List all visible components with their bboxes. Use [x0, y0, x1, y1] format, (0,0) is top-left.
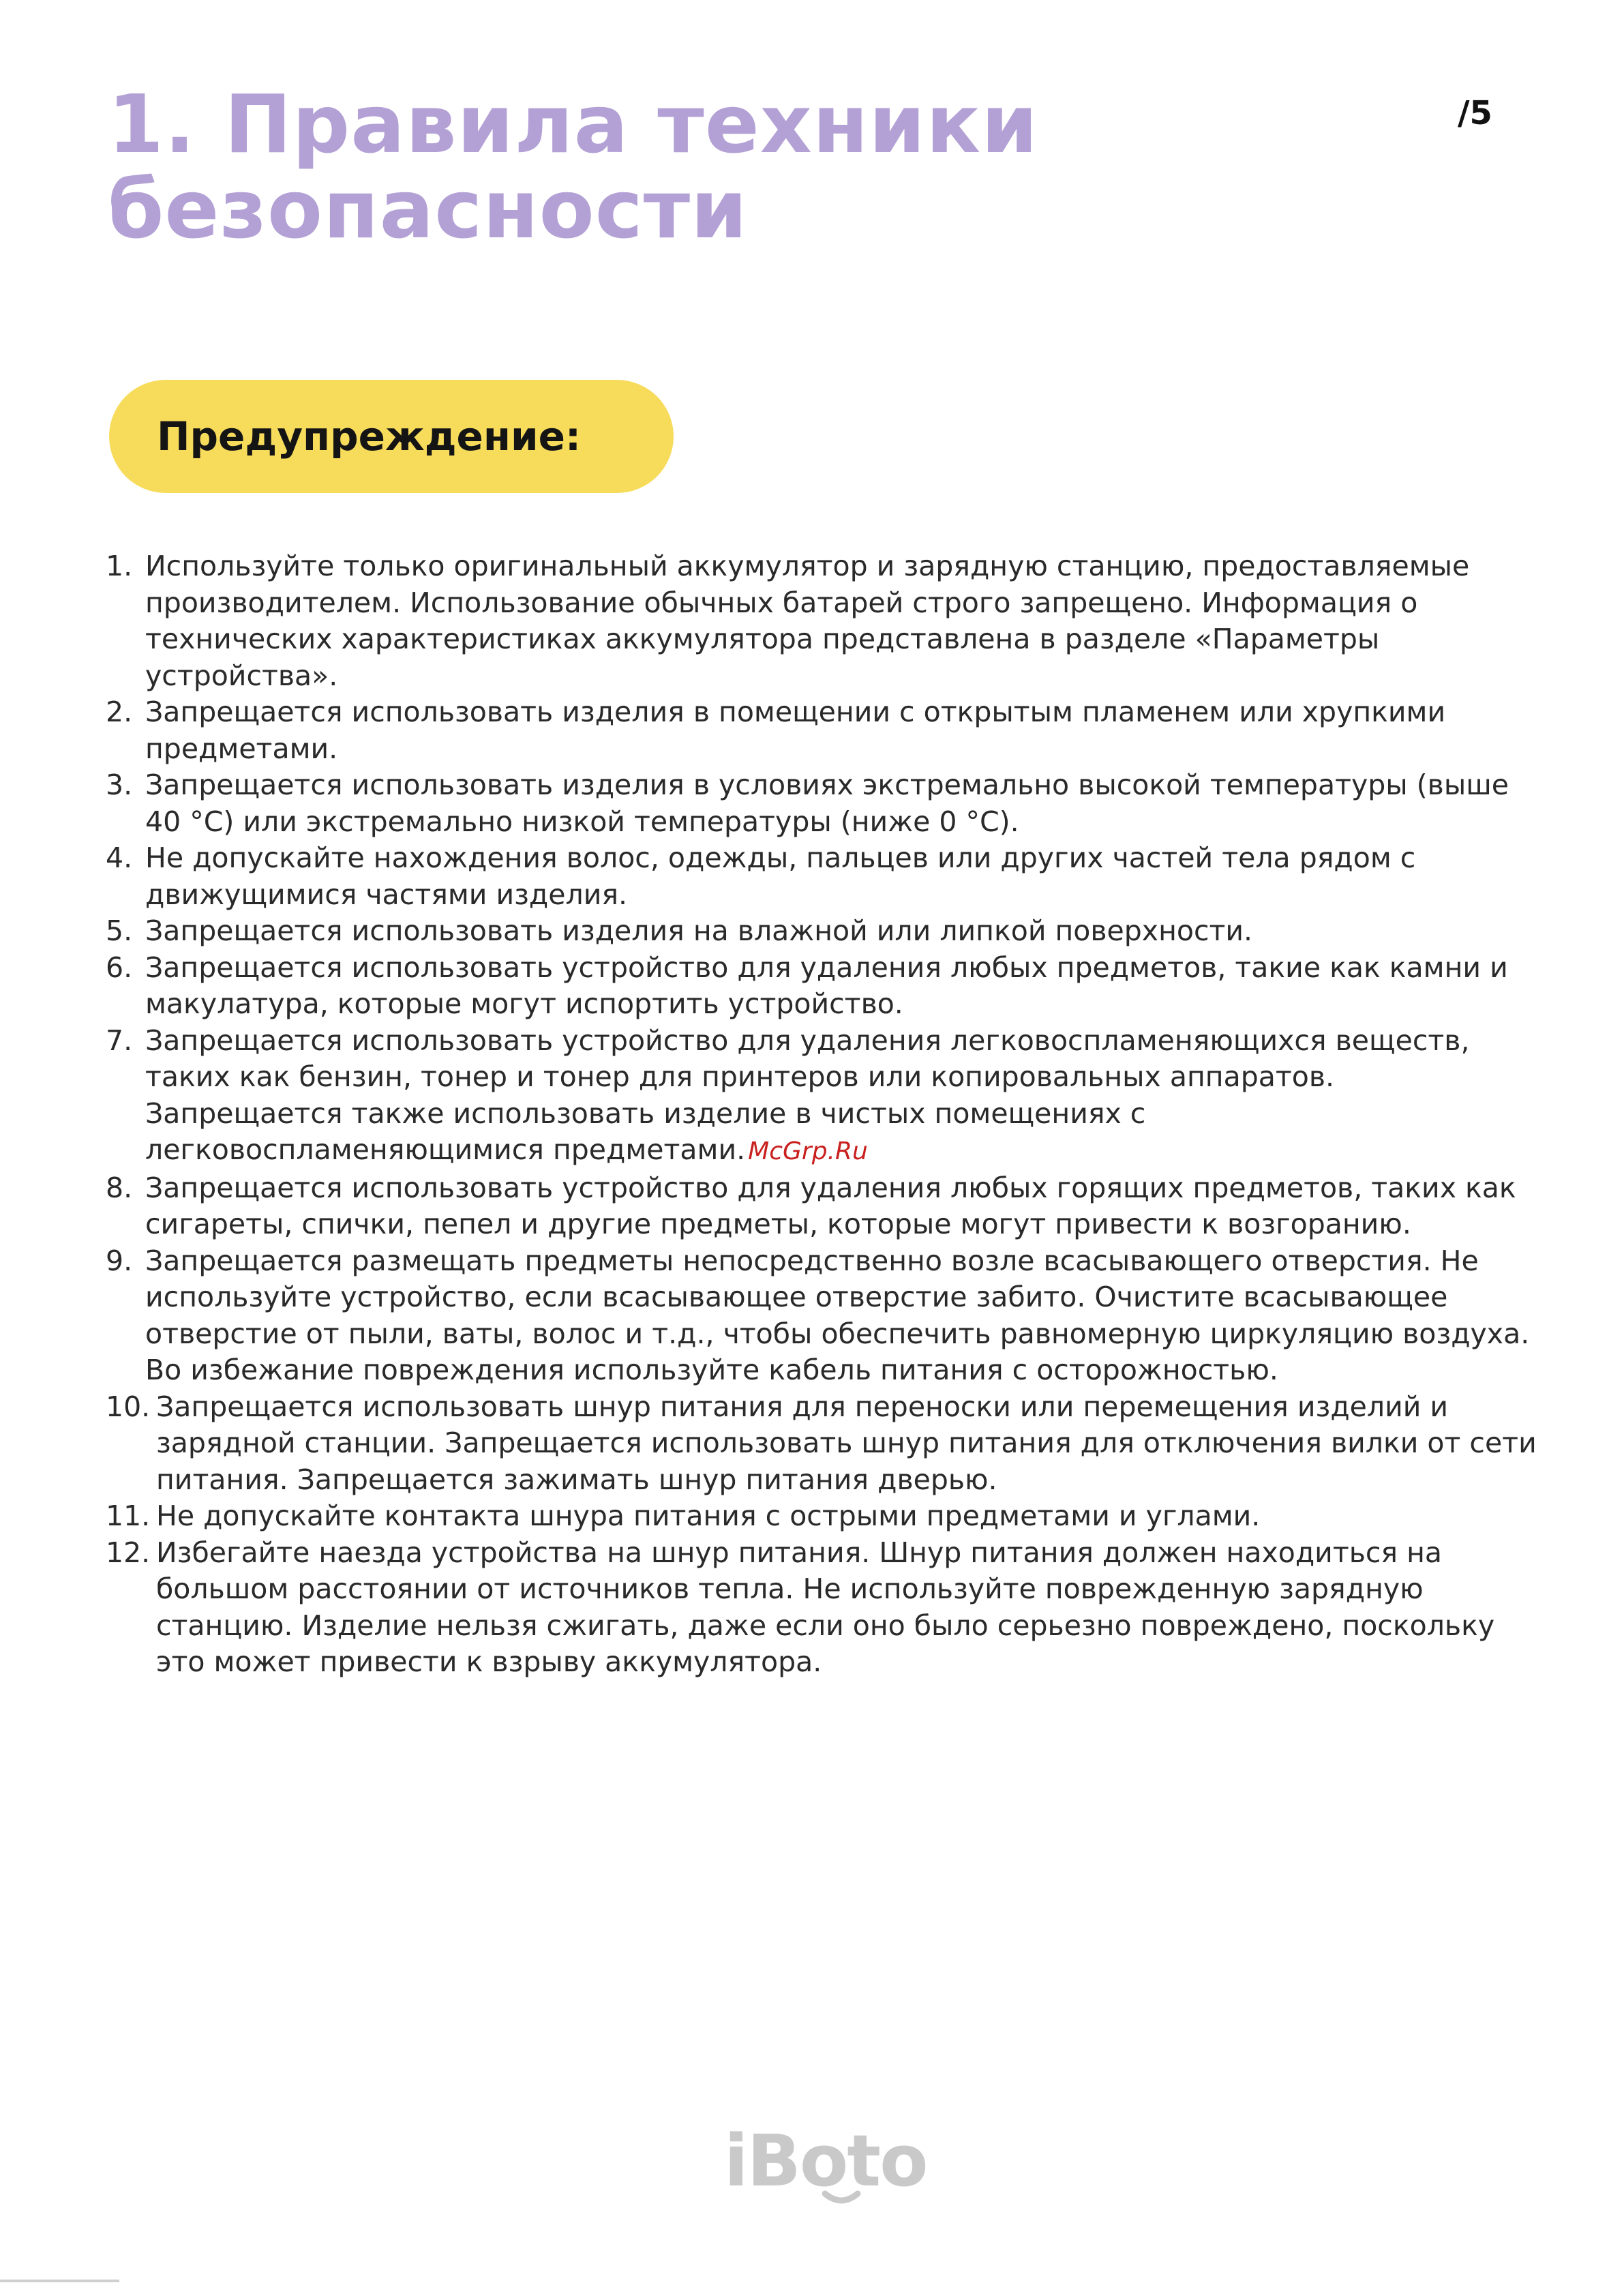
rule-number: 5.: [106, 914, 133, 947]
rule-text: Используйте только оригинальный аккумулятор и зарядную станцию, предоставляемые производителем. Использование обычных батарей строго запрещено. Информация о технических характеристиках аккумулятора представлена в разделе «Параметры устройства».: [145, 550, 1470, 692]
rule-item-3: [106, 767, 1537, 840]
rule-number: 2.: [106, 696, 133, 728]
rule-number: 8.: [106, 1171, 133, 1204]
rule-number: 7.: [106, 1024, 133, 1057]
safety-rules-list: [106, 548, 1537, 1681]
rule-item-12: [106, 1535, 1537, 1681]
warning-badge: [109, 380, 674, 493]
rule-number: 6.: [106, 951, 133, 984]
rule-number: 4.: [106, 841, 133, 874]
rule-number: 1.: [106, 550, 133, 582]
rule-text: [145, 1023, 1537, 1170]
rule-item-9: [106, 1243, 1537, 1389]
rule-item-6: [106, 950, 1537, 1023]
iboto-logo-text: iBoto: [724, 2119, 927, 2202]
rule-number: 11.: [106, 1499, 151, 1532]
rule-text: Избегайте наезда устройства на шнур питания. Шнур питания должен находиться на большом расстоянии от источников тепла. Не используйте поврежденную зарядную станцию. Изделие нельзя сжигать, даже если оно было серьезно повреждено, поскольку это может привести к взрыву аккумулятора.: [156, 1536, 1495, 1678]
rule-item-5: [106, 913, 1537, 950]
page-number: /5: [1458, 94, 1492, 132]
rule-item-7: [106, 1023, 1537, 1170]
iboto-logo: [717, 2117, 935, 2213]
page-title-line1: 1. Правила техники: [108, 77, 1038, 171]
rule-text: Запрещается размещать предметы непосредственно возле всасывающего отверстия. Не используйте устройство, если всасывающее отверстие забито. Очистите всасывающее отверстие от пыли, ваты, волос и т.д., чтобы обеспечить равномерную циркуляцию воздуха. Во избежание повреждения используйте кабель питания с осторожностью.: [145, 1244, 1530, 1386]
page-title: [108, 77, 1403, 256]
rule-text: Запрещается использовать шнур питания для переноски или перемещения изделий и зарядной станции. Запрещается использовать шнур питания для отключения вилки от сети питания. Запрещается зажимать шнур питания дверью.: [156, 1390, 1537, 1496]
rule-number: 12.: [106, 1536, 151, 1569]
rule-item-4: [106, 840, 1537, 913]
rule-number: 10.: [106, 1390, 151, 1423]
warning-label: Предупреждение:: [157, 413, 582, 460]
rule-number: 9.: [106, 1244, 133, 1277]
rule-text: Не допускайте нахождения волос, одежды, пальцев или других частей тела рядом с движущимися частями изделия.: [145, 841, 1416, 911]
page-title-line2: безопасности: [108, 162, 748, 256]
rule-item-2: [106, 694, 1537, 767]
rule-text-content: Запрещается использовать устройство для удаления легковоспламеняющихся веществ, таких как бензин, тонер и тонер для принтеров или копировальных аппаратов. Запрещается также использовать изделие в чистых помещениях с легковоспламеняющимися предметами.: [145, 1024, 1470, 1166]
rule-text: Запрещается использовать изделия в помещении с открытым пламенем или хрупкими предметами.: [145, 696, 1446, 765]
rule-text: Запрещается использовать устройство для удаления любых предметов, такие как камни и макулатура, которые могут испортить устройство.: [145, 951, 1508, 1020]
watermark-text: McGrp.Ru: [748, 1137, 868, 1165]
rule-item-8: [106, 1170, 1537, 1243]
rule-text: Запрещается использовать изделия в условиях экстремально высокой температуры (выше 40 °C) или экстремально низкой температуры (ниже 0 °C).: [145, 768, 1509, 838]
rule-item-11: [106, 1498, 1537, 1535]
rule-item-10: [106, 1389, 1537, 1499]
page-edge-mark: [0, 2280, 119, 2282]
rule-item-1: [106, 548, 1537, 694]
rule-number: 3.: [106, 768, 133, 801]
rule-text: Запрещается использовать устройство для удаления любых горящих предметов, таких как сигареты, спички, пепел и другие предметы, которые могут привести к возгоранию.: [145, 1171, 1516, 1240]
rule-text: Запрещается использовать изделия на влажной или липкой поверхности.: [145, 914, 1253, 947]
rule-text: Не допускайте контакта шнура питания с острыми предметами и углами.: [156, 1499, 1261, 1532]
